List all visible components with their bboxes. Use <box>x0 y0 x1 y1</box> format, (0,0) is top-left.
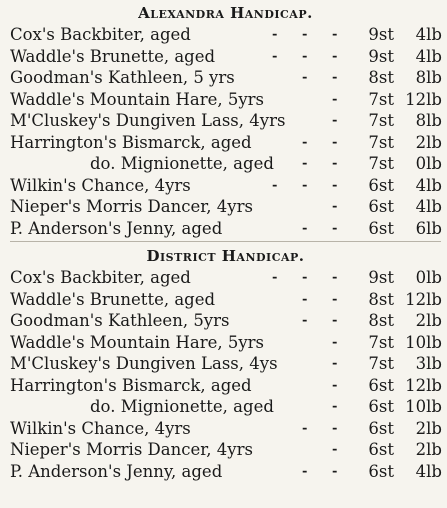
leader-dash: - <box>302 48 308 64</box>
leader-dash: - <box>332 399 338 414</box>
weight-pounds: 8lb <box>415 68 442 87</box>
weight-pounds: 4lb <box>415 46 442 66</box>
leader-dash: - <box>302 156 308 171</box>
weight-stones: 8st <box>368 68 394 87</box>
entry-row <box>10 175 441 197</box>
entry-row <box>10 132 441 154</box>
weight-pounds: 6lb <box>415 218 442 238</box>
leader-dash: - <box>302 291 308 307</box>
weight-pounds: 4lb <box>415 197 442 216</box>
weight-pounds: 12lb <box>405 375 442 395</box>
leader-dash: - <box>332 91 338 107</box>
leader-dash: - <box>332 291 338 307</box>
entry-list <box>10 24 441 239</box>
horse-name: M'Cluskey's Dungiven Lass, 4ys <box>10 354 278 373</box>
leader-dash: - <box>302 134 308 150</box>
leader-dash: - <box>332 313 338 328</box>
horse-name: P. Anderson's Jenny, aged <box>10 218 223 238</box>
entry-row <box>10 196 441 218</box>
weight-pounds: 2lb <box>415 440 442 459</box>
entry-row <box>10 67 441 89</box>
entry-row <box>10 110 441 132</box>
entry-row <box>10 289 441 311</box>
horse-name: Waddle's Brunette, aged <box>10 46 216 66</box>
leader-dash: - <box>302 220 308 236</box>
leader-dash: - <box>332 199 338 214</box>
entry-row <box>10 89 441 111</box>
weight-stones: 9st <box>368 46 394 66</box>
weight-stones: 6st <box>368 461 394 481</box>
section-alexandra-handicap <box>10 2 441 239</box>
entry-row <box>10 375 441 397</box>
horse-name: P. Anderson's Jenny, aged <box>10 461 223 481</box>
leader-dash: - <box>332 356 338 371</box>
weight-pounds: 8lb <box>415 111 442 130</box>
horse-name: Wilkin's Chance, 4yrs <box>10 175 191 195</box>
section-title: Alexandra Handicap. <box>138 4 313 22</box>
weight-stones: 7st <box>368 354 394 373</box>
weight-stones: 9st <box>368 268 394 287</box>
weight-stones: 9st <box>368 25 394 44</box>
section-divider <box>10 241 441 242</box>
weight-pounds: 0lb <box>415 268 442 287</box>
leader-dash: - <box>332 463 338 479</box>
entry-row <box>10 153 441 175</box>
section-title: District Handicap. <box>146 247 305 265</box>
entry-row <box>10 24 441 46</box>
weight-pounds: 10lb <box>405 332 442 352</box>
horse-name: Wilkin's Chance, 4yrs <box>10 418 191 438</box>
weight-pounds: 12lb <box>405 289 442 309</box>
leader-dash: - <box>302 70 308 85</box>
leader-dash: - <box>302 270 308 285</box>
weight-stones: 6st <box>368 397 394 416</box>
weight-pounds: 4lb <box>415 25 442 44</box>
weight-stones: 6st <box>368 418 394 438</box>
section-district-handicap <box>10 245 441 482</box>
leader-dash: - <box>332 420 338 436</box>
entry-row <box>10 332 441 354</box>
horse-name: do. Mignionette, aged <box>90 154 274 173</box>
weight-pounds: 12lb <box>405 89 442 109</box>
entry-row <box>10 396 441 418</box>
weight-stones: 7st <box>368 154 394 173</box>
leader-dash: - <box>272 27 278 42</box>
leader-dash: - <box>302 463 308 479</box>
weight-stones: 6st <box>368 197 394 216</box>
weight-pounds: 2lb <box>415 418 442 438</box>
weight-pounds: 3lb <box>415 354 442 373</box>
weight-pounds: 0lb <box>415 154 442 173</box>
weight-stones: 7st <box>368 332 394 352</box>
leader-dash: - <box>332 27 338 42</box>
leader-dash: - <box>332 334 338 350</box>
entry-row <box>10 439 441 461</box>
leader-dash: - <box>332 113 338 128</box>
horse-name: Harrington's Bismarck, aged <box>10 132 252 152</box>
leader-dash: - <box>332 442 338 457</box>
leader-dash: - <box>302 420 308 436</box>
entry-row <box>10 46 441 68</box>
leader-dash: - <box>332 270 338 285</box>
weight-stones: 7st <box>368 89 394 109</box>
weight-pounds: 4lb <box>415 175 442 195</box>
entry-row <box>10 418 441 440</box>
horse-name: Nieper's Morris Dancer, 4yrs <box>10 197 253 216</box>
horse-name: Cox's Backbiter, aged <box>10 268 191 287</box>
horse-name: Waddle's Mountain Hare, 5yrs <box>10 332 265 352</box>
weight-stones: 6st <box>368 440 394 459</box>
horse-name: M'Cluskey's Dungiven Lass, 4yrs <box>10 111 286 130</box>
weight-stones: 6st <box>368 375 394 395</box>
leader-dash: - <box>302 313 308 328</box>
leader-dash: - <box>332 156 338 171</box>
horse-name: Goodman's Kathleen, 5yrs <box>10 311 230 330</box>
leader-dash: - <box>332 70 338 85</box>
weight-stones: 8st <box>368 311 394 330</box>
leader-dash: - <box>332 48 338 64</box>
weight-stones: 7st <box>368 132 394 152</box>
entry-list <box>10 267 441 482</box>
horse-name: Cox's Backbiter, aged <box>10 25 191 44</box>
leader-dash: - <box>332 177 338 193</box>
leader-dash: - <box>302 27 308 42</box>
weight-stones: 6st <box>368 175 394 195</box>
weight-pounds: 10lb <box>405 397 442 416</box>
leader-dash: - <box>272 48 278 64</box>
weight-pounds: 2lb <box>415 311 442 330</box>
leader-dash: - <box>272 270 278 285</box>
weight-stones: 8st <box>368 289 394 309</box>
entry-row <box>10 461 441 483</box>
horse-name: Goodman's Kathleen, 5 yrs <box>10 68 235 87</box>
entry-row <box>10 353 441 375</box>
leader-dash: - <box>332 377 338 393</box>
horse-name: do. Mignionette, aged <box>90 397 274 416</box>
leader-dash: - <box>332 220 338 236</box>
entry-row <box>10 218 441 240</box>
leader-dash: - <box>302 177 308 193</box>
weight-pounds: 2lb <box>415 132 442 152</box>
entry-row <box>10 310 441 332</box>
horse-name: Harrington's Bismarck, aged <box>10 375 252 395</box>
leader-dash: - <box>272 177 278 193</box>
horse-name: Waddle's Mountain Hare, 5yrs <box>10 89 265 109</box>
weight-pounds: 4lb <box>415 461 442 481</box>
horse-name: Waddle's Brunette, aged <box>10 289 216 309</box>
entry-row <box>10 267 441 289</box>
weight-stones: 6st <box>368 218 394 238</box>
horse-name: Nieper's Morris Dancer, 4yrs <box>10 440 253 459</box>
weight-stones: 7st <box>368 111 394 130</box>
leader-dash: - <box>332 134 338 150</box>
